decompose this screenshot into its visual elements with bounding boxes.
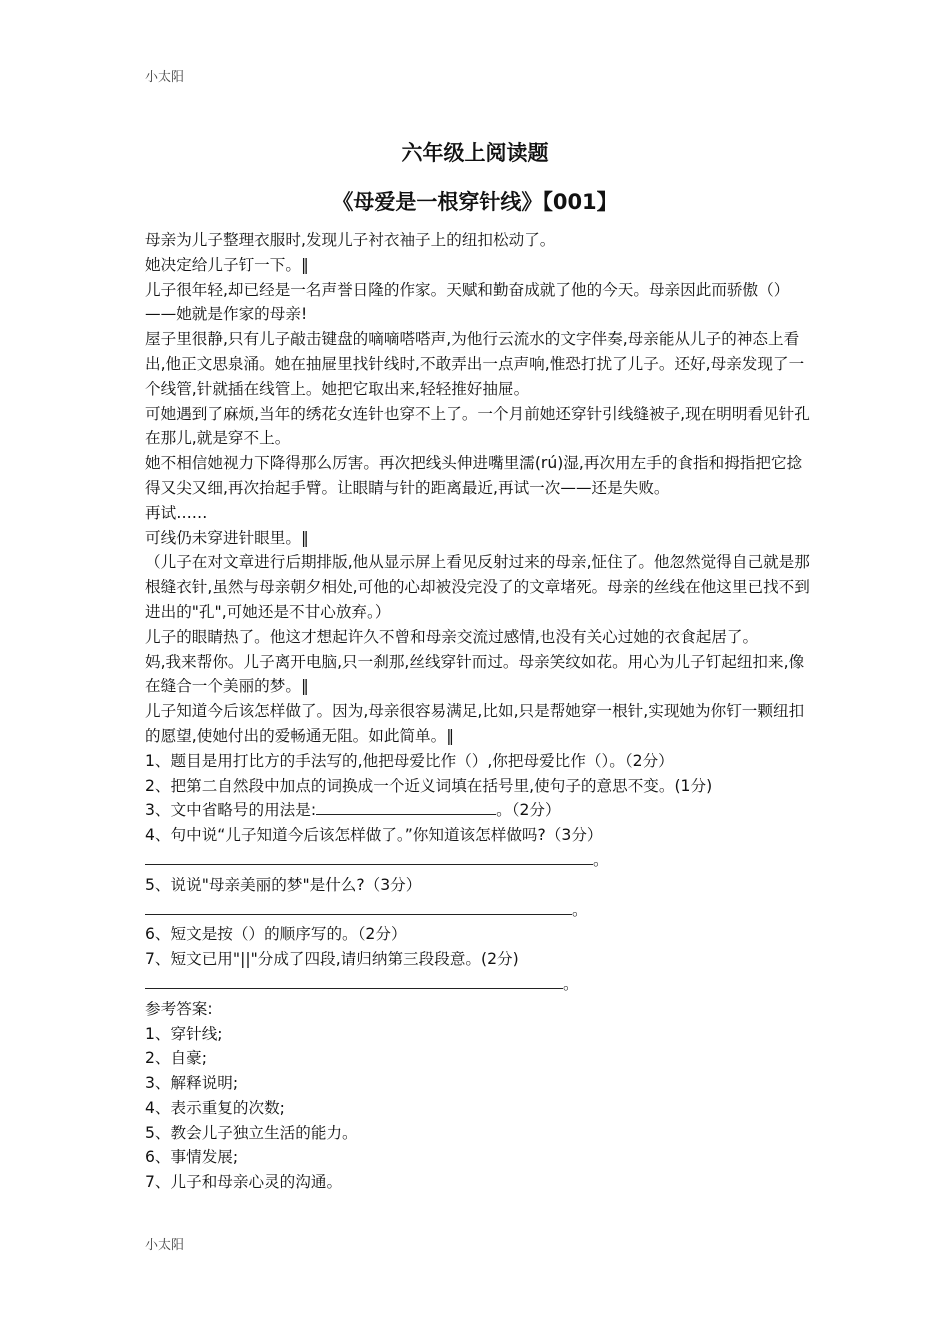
answer-item: 5、教会儿子独立生活的能力。 [145, 1123, 358, 1142]
answer-item: 2、自豪; [145, 1049, 207, 1068]
passage-paragraph: 妈,我来帮你。儿子离开电脑,只一刹那,丝线穿针而过。母亲笑纹如花。用心为儿子钉起纽扣来,像在缝合一个美丽的梦。‖ [145, 652, 805, 696]
answer-line-5 [145, 898, 817, 923]
passage-paragraph: 儿子的眼睛热了。他这才想起许久不曾和母亲交流过感情,也没有关心过她的衣食起居了。 [145, 627, 759, 646]
passage-paragraph: 可线仍未穿进针眼里。‖ [145, 528, 309, 547]
passage-paragraph: （儿子在对文章进行后期排版,他从显示屏上看见反射过来的母亲,怔住了。他忽然觉得自己就是那根缝衣针,虽然与母亲朝夕相处,可他的心却被没完没了的文章堵死。母亲的丝线在他这里已找不到进出的"孔",可她还是不甘心放弃。） [145, 553, 810, 621]
question-6: 6、短文是按（）的顺序写的。（2分） [145, 925, 407, 944]
page-footer: 小太阳 [145, 1238, 185, 1253]
passage-paragraph: 屋子里很静,只有儿子敲击键盘的嘀嘀嗒嗒声,为他行云流水的文字伴奏,母亲能从儿子的神态上看出,他正文思泉涌。她在抽屉里找针线时,不敢弄出一点声响,惟恐打扰了儿子。还好,母亲发现了一个线管,针就插在线管上。她把它取出来,轻轻推好抽屉。 [145, 330, 805, 398]
answer-blank[interactable] [145, 898, 572, 915]
answer-line-4 [145, 848, 817, 873]
passage-paragraph: 再试…… [145, 503, 208, 522]
question-3-text: 3、文中省略号的用法是: [145, 801, 317, 820]
passage-paragraph: 母亲为儿子整理衣服时,发现儿子衬衣袖子上的纽扣松动了。 [145, 231, 556, 249]
document-title: 六年级上阅读题 [401, 141, 549, 165]
answer-item: 7、儿子和母亲心灵的沟通。 [145, 1173, 343, 1192]
document-body [145, 228, 817, 1195]
line-end-mark: 。 [563, 974, 579, 993]
question-3 [145, 798, 817, 823]
answers-heading: 参考答案: [145, 999, 213, 1018]
passage-paragraph: 她决定给儿子钉一下。‖ [145, 255, 309, 274]
answer-item: 1、穿针线; [145, 1024, 223, 1043]
page-header: 小太阳 [145, 70, 185, 85]
question-2: 2、把第二自然段中加点的词换成一个近义词填在括号里,使句子的意思不变。(1分) [145, 776, 713, 795]
passage-paragraph: 可她遇到了麻烦,当年的绣花女连针也穿不上了。一个月前她还穿针引线缝被子,现在明明看见针孔在那儿,就是穿不上。 [145, 404, 810, 448]
passage-title: 《母爱是一根穿针线》【001】 [332, 190, 618, 214]
line-end-mark: 。 [572, 900, 588, 919]
answer-item: 3、解释说明; [145, 1074, 239, 1093]
answer-blank[interactable] [316, 798, 496, 815]
question-7: 7、短文已用"||"分成了四段,请归纳第三段段意。(2分) [145, 950, 519, 969]
passage-paragraph: 她不相信她视力下降得那么厉害。再次把线头伸进嘴里濡(rú)湿,再次用左手的食指和拇指把它捻得又尖又细,再次抬起手臂。让眼睛与针的距离最近,再试一次——还是失败。 [145, 454, 803, 497]
question-4: 4、句中说“儿子知道今后该怎样做了。”你知道该怎样做吗?（3分） [145, 826, 603, 845]
passage-paragraph: 儿子很年轻,却已经是一名声誉日隆的作家。天赋和勤奋成就了他的今天。母亲因此而骄傲（）——她就是作家的母亲! [145, 280, 790, 324]
answer-blank[interactable] [145, 848, 593, 865]
answer-item: 6、事情发展; [145, 1148, 239, 1167]
answer-item: 4、表示重复的次数; [145, 1098, 285, 1117]
answer-blank[interactable] [145, 972, 563, 989]
line-end-mark: 。 [593, 850, 609, 869]
question-1: 1、题目是用打比方的手法写的,他把母爱比作（）,你把母爱比作（）。（2分） [145, 751, 674, 770]
passage-paragraph: 儿子知道今后该怎样做了。因为,母亲很容易满足,比如,只是帮她穿一根针,实现她为你钉一颗纽扣的愿望,使她付出的爱畅通无阻。如此简单。‖ [145, 702, 805, 745]
answer-line-7 [145, 972, 817, 997]
question-5: 5、说说"母亲美丽的梦"是什么?（3分） [145, 875, 422, 894]
question-3-score: 。（2分） [496, 801, 561, 820]
